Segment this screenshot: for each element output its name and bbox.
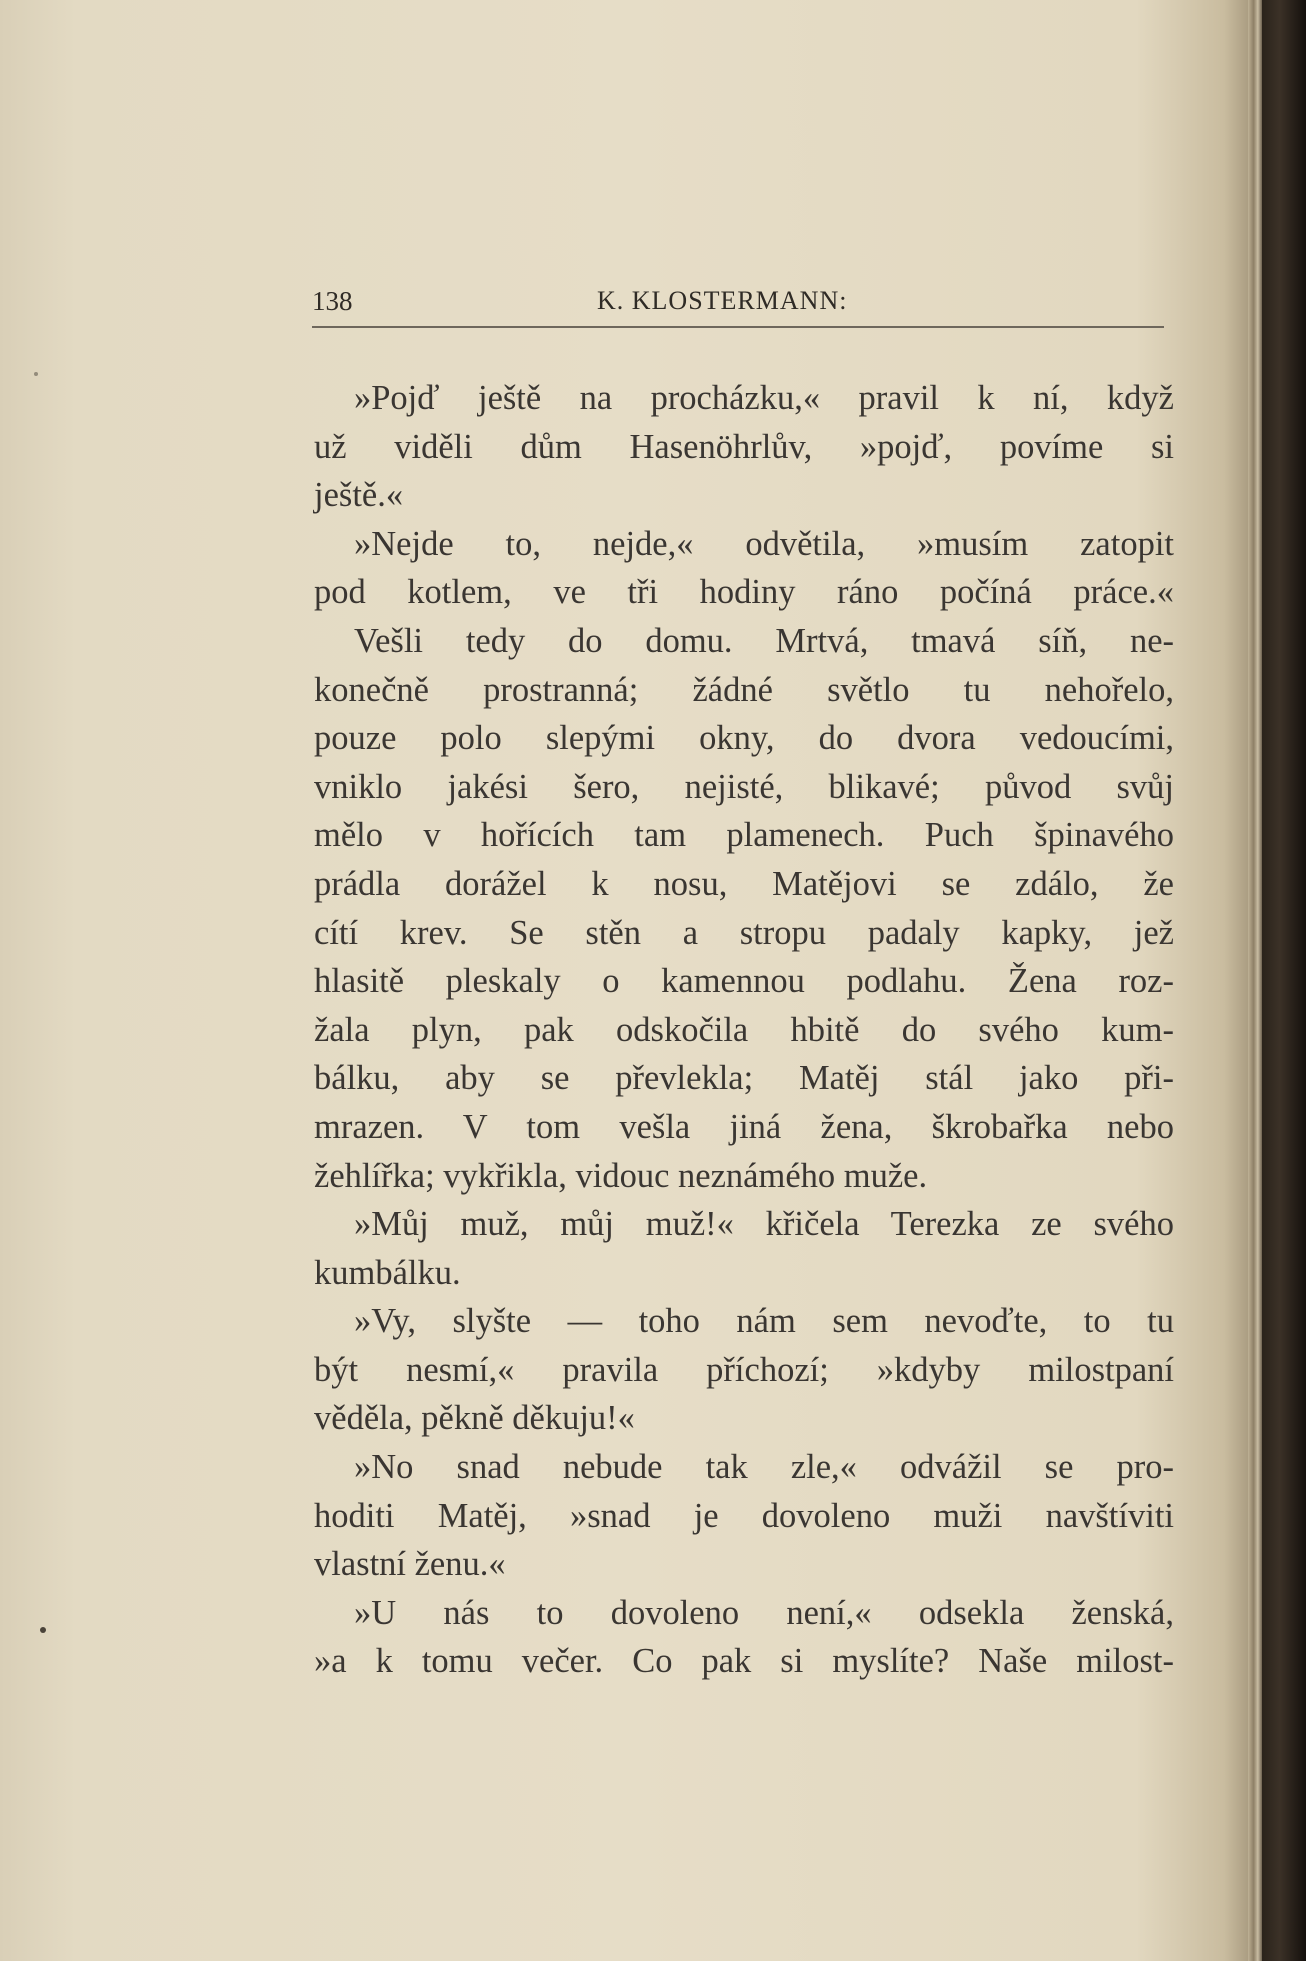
text-line: vniklo jakési šero, nejisté, blikavé; původ svůj	[314, 767, 1174, 806]
page-header	[312, 282, 1164, 322]
page-number: 138	[312, 286, 353, 316]
text-line: mrazen. V tom vešla jiná žena, škrobařka nebo	[314, 1107, 1174, 1146]
header-rule	[312, 326, 1164, 328]
text-line: hlasitě pleskaly o kamennou podlahu. Žena roz-	[314, 962, 1174, 1001]
text-line: ještě.«	[314, 476, 404, 515]
text-line: »Nejde to, nejde,« odvětila, »musím zatopit	[354, 524, 1174, 563]
text-line: mělo v hořících tam plamenech. Puch špinavého	[314, 816, 1174, 855]
text-line: už viděli dům Hasenöhrlův, »pojď, povíme si	[314, 427, 1174, 466]
paper-speck	[40, 1627, 46, 1633]
body-text	[314, 374, 1174, 1686]
text-line: pod kotlem, ve tři hodiny ráno počíná práce.«	[314, 573, 1174, 612]
text-line: cítí krev. Se stěn a stropu padaly kapky, jež	[314, 913, 1174, 952]
text-line: »a k tomu večer. Co pak si myslíte? Naše milost-	[314, 1642, 1174, 1681]
text-line: bálku, aby se převlekla; Matěj stál jako při-	[314, 1059, 1174, 1098]
page-edge	[1248, 0, 1262, 1961]
text-line: věděla, pěkně děkuju!«	[314, 1399, 635, 1438]
text-line: pouze polo slepými okny, do dvora vedoucími,	[314, 719, 1174, 758]
text-line: »Můj muž, můj muž!« křičela Terezka ze svého	[354, 1205, 1174, 1244]
text-line: žehlířka; vykřikla, vidouc neznámého muže.	[314, 1156, 928, 1195]
book-spine	[1262, 0, 1306, 1961]
text-line: kumbálku.	[314, 1253, 461, 1292]
text-line: být nesmí,« pravila příchozí; »kdyby milostpaní	[314, 1350, 1174, 1389]
text-line: »Vy, slyšte — toho nám sem nevoďte, to tu	[354, 1302, 1174, 1341]
text-line: Vešli tedy do domu. Mrtvá, tmavá síň, ne-	[354, 621, 1174, 660]
text-line: prádla dorážel k nosu, Matějovi se zdálo, že	[314, 864, 1174, 903]
text-line: hoditi Matěj, »snad je dovoleno muži navštíviti	[314, 1496, 1174, 1535]
text-line: »Pojď ještě na procházku,« pravil k ní, když	[354, 379, 1174, 417]
text-line: »No snad nebude tak zle,« odvážil se pro-	[354, 1448, 1174, 1487]
text-line: žala plyn, pak odskočila hbitě do svého kum-	[314, 1010, 1174, 1049]
text-line: »U nás to dovoleno není,« odsekla ženská,	[354, 1593, 1174, 1632]
running-head: K. KLOSTERMANN:	[597, 286, 848, 315]
text-line: vlastní ženu.«	[314, 1545, 506, 1584]
paper-speck	[34, 372, 38, 376]
text-line: konečně prostranná; žádné světlo tu nehořelo,	[314, 670, 1174, 709]
